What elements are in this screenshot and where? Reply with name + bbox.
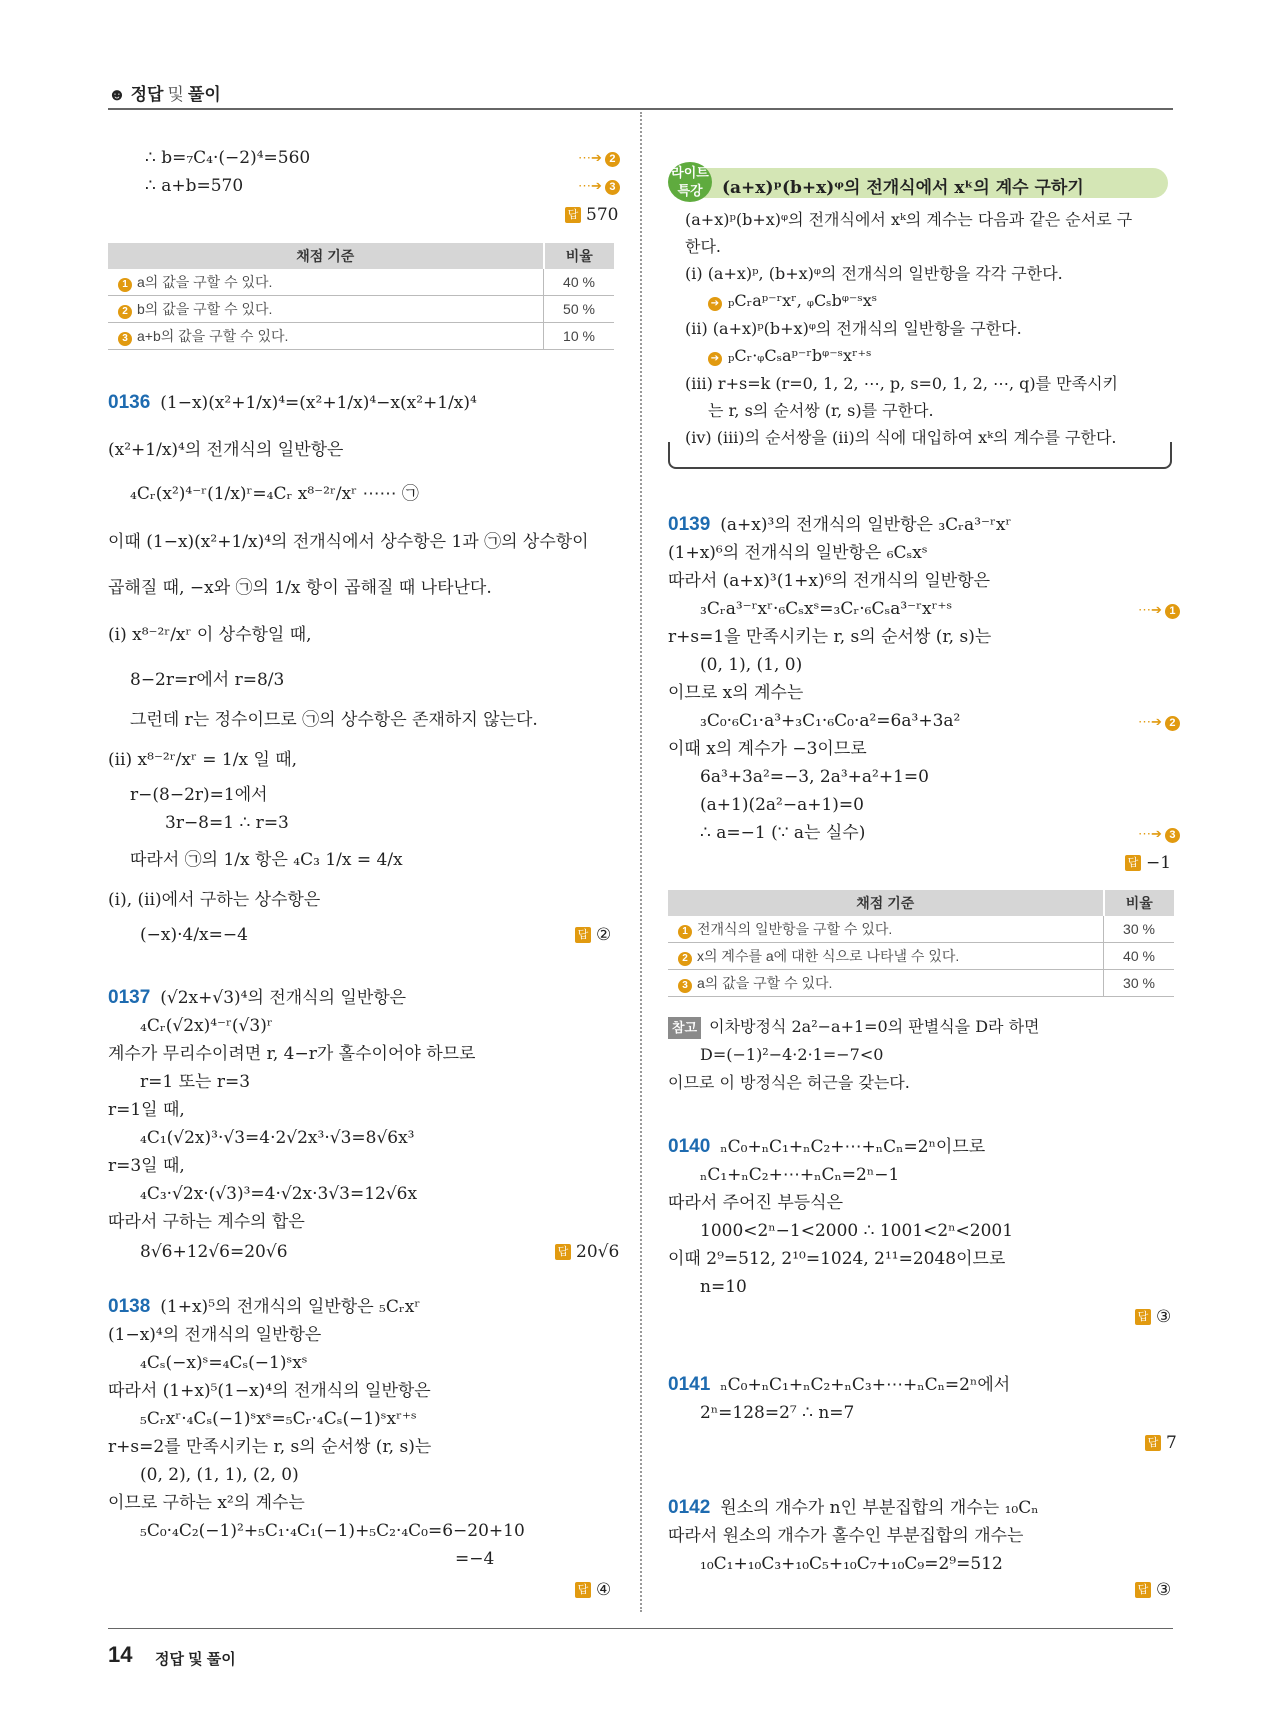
text-line: r=3일 때, (108, 1156, 185, 1176)
text-line: 3r−8=1 ∴ r=3 (165, 813, 289, 833)
text-line: r=1일 때, (108, 1100, 185, 1120)
problem-0136: 0136 (1−x)(x²+1/x)⁴=(x²+1/x)⁴−x(x²+1/x)⁴ (108, 392, 477, 413)
text-line: 8√6+12√6=20√6 (140, 1242, 288, 1262)
table-row: 1 a의 값을 구할 수 있다. 40 % (108, 269, 614, 296)
column-divider (640, 112, 642, 1612)
text-line: 이때 2⁹=512, 2¹⁰=1024, 2¹¹=2048이므로 (668, 1249, 1006, 1269)
text-line: 이때 (1−x)(x²+1/x)⁴의 전개식에서 상수항은 1과 ㉠의 상수항이 (108, 532, 589, 552)
footer-text: 정답 및 풀이 (155, 1651, 236, 1668)
text-line: 1000<2ⁿ−1<2000 ∴ 1001<2ⁿ<2001 (700, 1221, 1014, 1241)
text-line: r−(8−2r)=1에서 (130, 785, 268, 805)
table-row: 2 b의 값을 구할 수 있다. 50 % (108, 296, 614, 323)
text-line: 는 r, s의 순서쌍 (r, s)를 구한다. (708, 401, 934, 420)
text-line: ₙC₁+ₙC₂+⋯+ₙCₙ=2ⁿ−1 (700, 1165, 900, 1185)
answer: 답 ③ (1135, 1307, 1171, 1327)
special-lecture-box (668, 162, 1168, 467)
text-line: ₃Cᵣa³⁻ʳxʳ·₆Cₛxˢ=₃Cᵣ·₆Cₛa³⁻ʳxʳ⁺ˢ (700, 599, 953, 619)
text-line: 6a³+3a²=−3, 2a³+a²+1=0 (700, 767, 929, 787)
grading-head: 채점 기준 (108, 243, 544, 269)
text-line: 따라서 원소의 개수가 홀수인 부분집합의 개수는 (668, 1526, 1024, 1546)
text-line: 이므로 이 방정식은 허근을 갖는다. (668, 1073, 910, 1092)
text-line: D=(−1)²−4·2·1=−7<0 (700, 1045, 884, 1064)
text-line: ₄C₁(√2x)³·√3=4·2√2x³·√3=8√6x³ (140, 1128, 415, 1148)
grading-head: 채점 기준 (668, 890, 1104, 916)
answer-icon: 답 (575, 1582, 591, 1598)
text-line: ➔ ₚCᵣ·ᵩCₛaᵖ⁻ʳbᵠ⁻ˢxʳ⁺ˢ (708, 346, 871, 366)
text-line: 따라서 ㉠의 1/x 항은 ₄C₃ 1/x = 4/x (130, 850, 403, 870)
table-row: 3 a+b의 값을 구할 수 있다. 10 % (108, 323, 614, 350)
grading-table-1 (108, 243, 614, 350)
table-row: 2 x의 계수를 a에 대한 식으로 나타낼 수 있다. 40 % (668, 943, 1174, 970)
text-line: ➔ ₚCᵣaᵖ⁻ʳxʳ, ᵩCₛbᵠ⁻ˢxˢ (708, 291, 877, 311)
text-line: (1+x)⁶의 전개식의 일반항은 ₆Cₛxˢ (668, 543, 928, 563)
step-marker: ⋯➔ 3 (578, 178, 620, 195)
text-line: 8−2r=r에서 r=8/3 (130, 670, 285, 690)
step-marker: ⋯➔ 2 (1138, 714, 1180, 731)
text-line: ∴ a=−1 (∵ a는 실수) (700, 823, 866, 843)
text-line: (ⅳ) (ⅲ)의 순서쌍을 (ⅱ)의 식에 대입하여 xᵏ의 계수를 구한다. (685, 428, 1117, 447)
text-line: ₄C₃·√2x·(√3)³=4·√2x·3√3=12√6x (140, 1184, 418, 1204)
text-line: (0, 2), (1, 1), (2, 0) (140, 1465, 299, 1485)
special-badge: 라이트 특강 (668, 162, 712, 202)
text-line: (ⅰ) (a+x)ᵖ, (b+x)ᵠ의 전개식의 일반항을 각각 구한다. (685, 264, 1063, 283)
grading-ratio-head: 비율 (1104, 890, 1175, 916)
header-sep: 및 (167, 85, 184, 104)
text-line: =−4 (455, 1549, 495, 1569)
header-title: 풀이 (187, 85, 221, 104)
text-line: r+s=1을 만족시키는 r, s의 순서쌍 (r, s)는 (668, 627, 992, 647)
answer-icon: 답 (555, 1244, 571, 1260)
page-number: 14 (108, 1642, 133, 1667)
text-line: (ⅲ) r+s=k (r=0, 1, 2, ⋯, p, s=0, 1, 2, ⋯, q)를 만족시키 (685, 374, 1119, 393)
special-title: (a+x)ᵖ(b+x)ᵠ의 전개식에서 xᵏ의 계수 구하기 (722, 178, 1084, 198)
grading-ratio-head: 비율 (544, 243, 615, 269)
problem-0140: 0140 ₙC₀+ₙC₁+ₙC₂+⋯+ₙCₙ=2ⁿ이므로 (668, 1136, 986, 1157)
text-line: (1−x)⁴의 전개식의 일반항은 (108, 1325, 322, 1345)
text-line: 따라서 (1+x)⁵(1−x)⁴의 전개식의 일반항은 (108, 1381, 431, 1401)
header-divider (108, 108, 1173, 110)
grading-table-2 (668, 890, 1174, 997)
answer-icon: 답 (1145, 1435, 1161, 1451)
text-line: 2ⁿ=128=2⁷ ∴ n=7 (700, 1403, 855, 1423)
text-line: (x²+1/x)⁴의 전개식의 일반항은 (108, 440, 344, 460)
problem-0137: 0137 (√2x+√3)⁴의 전개식의 일반항은 (108, 987, 407, 1008)
table-row: 1 전개식의 일반항을 구할 수 있다. 30 % (668, 916, 1174, 943)
note-label: 참고 (668, 1017, 701, 1039)
step-marker: ⋯➔ 3 (1138, 826, 1180, 843)
text-line: 곱해질 때, −x와 ㉠의 1/x 항이 곱해질 때 나타난다. (108, 578, 492, 598)
text-line: (0, 1), (1, 0) (700, 655, 803, 675)
text-line: ₄Cᵣ(x²)⁴⁻ʳ(1/x)ʳ=₄Cᵣ x⁸⁻²ʳ/xʳ ⋯⋯ ㉠ (130, 484, 419, 504)
answer: 답 ③ (1135, 1580, 1171, 1600)
text-line: r+s=2를 만족시키는 r, s의 순서쌍 (r, s)는 (108, 1437, 432, 1457)
answer-icon: 답 (575, 927, 591, 943)
text-line: (ⅰ), (ⅱ)에서 구하는 상수항은 (108, 890, 321, 910)
text-line: (ⅱ) (a+x)ᵖ(b+x)ᵠ의 전개식의 일반항을 구한다. (685, 319, 1022, 338)
note: 참고 이차방정식 2a²−a+1=0의 판별식을 D라 하면 (668, 1017, 1039, 1039)
answer-icon: 답 (1125, 855, 1141, 871)
text-line: 따라서 (a+x)³(1+x)⁶의 전개식의 일반항은 (668, 571, 991, 591)
text-line: ₅C₀·₄C₂(−1)²+₅C₁·₄C₁(−1)+₅C₂·₄C₀=6−20+10 (140, 1521, 525, 1541)
problem-0138: 0138 (1+x)⁵의 전개식의 일반항은 ₅Cᵣxʳ (108, 1296, 421, 1317)
left-top-line: ∴ b=₇C₄·(−2)⁴=560 (145, 148, 311, 168)
text-line: 이므로 구하는 x²의 계수는 (108, 1493, 305, 1513)
text-line: 이므로 x의 계수는 (668, 683, 804, 703)
text-line: 계수가 무리수이려면 r, 4−r가 홀수이어야 하므로 (108, 1044, 476, 1064)
text-line: ₅Cᵣxʳ·₄Cₛ(−1)ˢxˢ=₅Cᵣ·₄Cₛ(−1)ˢxʳ⁺ˢ (140, 1409, 417, 1429)
problem-0142: 0142 원소의 개수가 n인 부분집합의 개수는 ₁₀Cₙ (668, 1497, 1039, 1518)
answer-icon: 답 (1135, 1582, 1151, 1598)
arrow-icon: ➔ (708, 297, 722, 311)
page-header (108, 80, 221, 105)
footer-divider (108, 1628, 1173, 1629)
header-logo-icon: ☻ (108, 85, 126, 104)
problem-0141: 0141 ₙC₀+ₙC₁+ₙC₂+ₙC₃+⋯+ₙCₙ=2ⁿ에서 (668, 1374, 1011, 1395)
text-line: (ⅰ) x⁸⁻²ʳ/xʳ 이 상수항일 때, (108, 625, 312, 645)
header-brand: 정답 (130, 85, 164, 104)
answer: 답 −1 (1125, 853, 1171, 873)
text-line: 따라서 주어진 부등식은 (668, 1193, 844, 1213)
text-line: r=1 또는 r=3 (140, 1072, 251, 1092)
text-line: 그런데 r는 정수이므로 ㉠의 상수항은 존재하지 않는다. (130, 710, 538, 730)
text-line: 이때 x의 계수가 −3이므로 (668, 739, 867, 759)
text-line: (ⅱ) x⁸⁻²ʳ/xʳ = 1/x 일 때, (108, 750, 298, 770)
problem-0139: 0139 (a+x)³의 전개식의 일반항은 ₃Cᵣa³⁻ʳxʳ (668, 514, 1012, 535)
answer-icon: 답 (565, 207, 581, 223)
step-marker: ⋯➔ 2 (578, 150, 620, 167)
text-line: ₄Cₛ(−x)ˢ=₄Cₛ(−1)ˢxˢ (140, 1353, 308, 1373)
answer: 답 ② (575, 925, 611, 945)
answer: 답 570 (565, 205, 618, 225)
text-line: (a+x)ᵖ(b+x)ᵠ의 전개식에서 xᵏ의 계수는 다음과 같은 순서로 구 (685, 210, 1133, 229)
text-line: 따라서 구하는 계수의 합은 (108, 1212, 305, 1232)
text-line: (−x)·4/x=−4 (140, 925, 248, 945)
text-line: ₃C₀·₆C₁·a³+₃C₁·₆C₀·a²=6a³+3a² (700, 711, 961, 731)
answer: 답 ④ (575, 1580, 611, 1600)
table-row: 3 a의 값을 구할 수 있다. 30 % (668, 970, 1174, 997)
answer: 답 20√6 (555, 1242, 619, 1262)
text-line: (a+1)(2a²−a+1)=0 (700, 795, 864, 815)
text-line: 한다. (685, 237, 721, 256)
text-line: ₁₀C₁+₁₀C₃+₁₀C₅+₁₀C₇+₁₀C₉=2⁹=512 (700, 1554, 1003, 1574)
answer-icon: 답 (1135, 1309, 1151, 1325)
left-top-line: ∴ a+b=570 (145, 176, 244, 196)
answer: 답 7 (1145, 1433, 1177, 1453)
text-line: n=10 (700, 1277, 747, 1297)
text-line: ₄Cᵣ(√2x)⁴⁻ʳ(√3)ʳ (140, 1016, 273, 1036)
step-marker: ⋯➔ 1 (1138, 602, 1180, 619)
arrow-icon: ➔ (708, 352, 722, 366)
